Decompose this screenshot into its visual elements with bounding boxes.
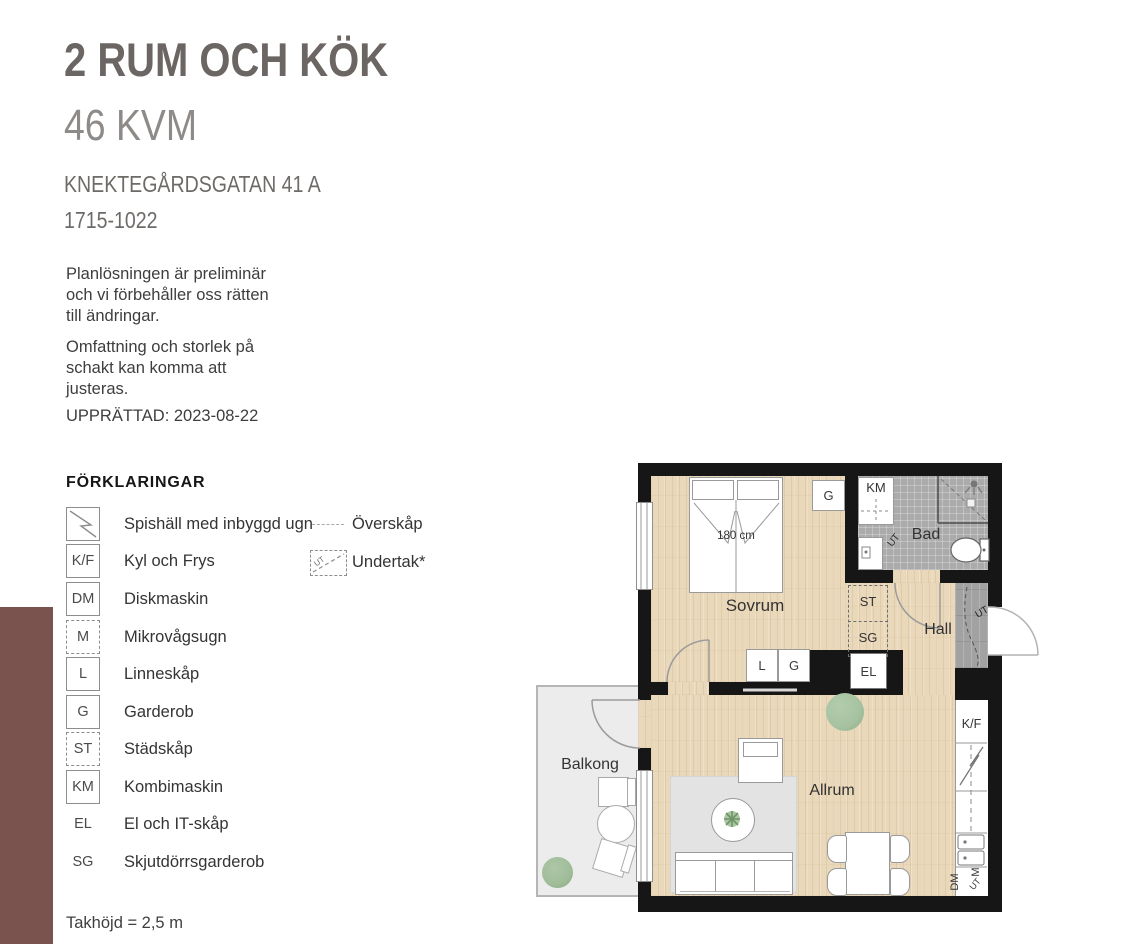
balcony-door-opening <box>638 700 651 748</box>
disclaimer-line: Planlösningen är preliminär <box>66 265 266 283</box>
wall-bedroom-south-1 <box>638 682 668 695</box>
legend-item-sg <box>66 845 264 879</box>
accent-bar <box>0 607 53 944</box>
room-label-allrum: Allrum <box>809 782 855 799</box>
disclaimer-line: till ändringar. <box>66 307 160 325</box>
undertak-label: Undertak* <box>352 553 426 571</box>
legend-item-km <box>66 770 223 804</box>
room-label-sovrum: Sovrum <box>725 596 785 615</box>
sofa-seam <box>754 861 755 891</box>
legend-item-m <box>66 620 227 654</box>
legend-item-kf <box>66 544 215 578</box>
armchair-back <box>743 742 778 757</box>
floorplan <box>536 461 1068 923</box>
st-label: ST <box>859 594 877 609</box>
legend-item-l <box>66 657 199 691</box>
legend-label: Spishäll med inbyggd ugn <box>124 514 313 533</box>
balcony-chair <box>598 777 629 807</box>
room-label-bad: Bad <box>911 526 941 543</box>
ut-label-entry: UT <box>973 604 991 621</box>
legend-label: Mikrovågsugn <box>124 627 227 646</box>
stove-symbol-icon <box>66 507 100 541</box>
bed-width-label: 180 cm <box>717 530 755 542</box>
balcony-table <box>597 805 635 843</box>
wall-bath-south-1 <box>845 570 893 583</box>
wall-east-1 <box>988 463 1002 607</box>
legend-box-l: L <box>66 657 100 691</box>
dining-chair <box>827 835 847 863</box>
legend-box-g: G <box>66 695 100 729</box>
legend-box-m: M <box>66 620 100 654</box>
legend-label: Garderob <box>124 702 194 721</box>
pillow-left <box>692 480 734 500</box>
legend-label: Städskåp <box>124 739 193 758</box>
balcony-plant <box>542 857 573 888</box>
closet-g-top: G <box>812 480 845 511</box>
closet-linen: L <box>746 649 778 682</box>
wall-north <box>638 463 1002 476</box>
undertak-ut-text: UT <box>312 554 327 569</box>
dm-label: DM <box>949 873 961 891</box>
wall-bedroom-bath <box>845 476 858 573</box>
legend-box-kf: K/F <box>66 544 100 578</box>
legend-label: Kombimaskin <box>124 777 224 796</box>
shaft-line: schakt kan komma att <box>66 359 227 377</box>
armchair <box>738 738 783 783</box>
ut-label-kitchen: UT <box>967 876 983 892</box>
entry-tile <box>955 583 988 668</box>
wall-bath-south-2 <box>940 570 1002 583</box>
bedroom-door-opening <box>668 682 709 695</box>
dining-chair <box>827 868 847 896</box>
livingroom-window <box>636 770 653 882</box>
balcony-side-table <box>627 778 636 806</box>
bedroom-window <box>636 502 653 590</box>
legend-item-dm <box>66 582 208 616</box>
wall-east-2 <box>988 655 1002 912</box>
legend-label: Linneskåp <box>124 664 200 683</box>
room-label-hall: Hall <box>924 621 952 638</box>
sofa-front-edge <box>680 891 790 892</box>
disclaimer-paragraph <box>66 264 269 327</box>
kf-label: K/F <box>961 717 982 731</box>
bath-door-opening <box>893 570 940 583</box>
shaft-line: Omfattning och storlek på <box>66 338 255 356</box>
dining-chair <box>890 868 910 896</box>
legend-item-el <box>66 807 229 841</box>
dining-chair <box>890 835 910 863</box>
overskap-symbol-icon <box>312 524 344 525</box>
legend-box-sg: SG <box>72 854 94 870</box>
wall-west-4 <box>638 882 651 912</box>
legend-label: Kyl och Frys <box>124 551 215 570</box>
wall-entry-corner <box>955 668 988 700</box>
legend-box-el: EL <box>74 816 92 832</box>
el-cabinet: EL <box>850 653 887 689</box>
legend-label: El och IT-skåp <box>124 814 229 833</box>
ceiling-height-note: Takhöjd = 2,5 m <box>66 914 183 932</box>
km-label: KM <box>866 480 886 495</box>
wall-west-3 <box>638 748 651 770</box>
sofa-seam <box>715 861 716 891</box>
shaft-line: justeras. <box>66 380 129 398</box>
coffee-table <box>711 798 755 842</box>
ut-label-bad: UT <box>885 531 903 550</box>
page-title: 2 RUM OCH KÖK <box>64 33 389 86</box>
sofa <box>675 852 793 895</box>
wall-bedroom-south-2 <box>709 682 847 695</box>
legend-item-spishall <box>66 507 313 541</box>
wall-west-1 <box>638 463 651 502</box>
legend-label: Diskmaskin <box>124 589 209 608</box>
area-subtitle: 46 KVM <box>64 101 198 150</box>
room-label-balkong: Balkong <box>561 756 619 773</box>
m-label: M <box>970 867 982 877</box>
dining-table <box>845 832 890 895</box>
shaft-paragraph <box>66 337 254 400</box>
closet-divider <box>848 621 888 622</box>
address: KNEKTEGÅRDSGATAN 41 A <box>64 171 321 197</box>
legend-box-km: KM <box>66 770 100 804</box>
bath-sink <box>858 537 883 570</box>
legend-label: Skjutdörrsgarderob <box>124 852 265 871</box>
entry-door-opening <box>988 607 1002 655</box>
object-number: 1715-1022 <box>64 207 158 233</box>
wall-block-lg <box>810 650 847 682</box>
pillow-right <box>737 480 779 500</box>
undertak-symbol-icon <box>310 550 347 576</box>
wall-south <box>638 896 1002 912</box>
overskap-label: Överskåp <box>352 515 423 533</box>
legend-box-dm: DM <box>66 582 100 616</box>
plant <box>826 693 864 731</box>
legend-heading: FÖRKLARINGAR <box>66 474 206 491</box>
disclaimer-line: och vi förbehåller oss rätten <box>66 286 269 304</box>
sg-label: SG <box>858 630 878 645</box>
closet-g-bottom: G <box>778 649 810 682</box>
legend-item-g <box>66 695 194 729</box>
legend-item-st <box>66 732 193 766</box>
sofa-back <box>676 853 792 861</box>
legend-box-st: ST <box>66 732 100 766</box>
established-date: UPPRÄTTAD: 2023-08-22 <box>66 407 259 425</box>
